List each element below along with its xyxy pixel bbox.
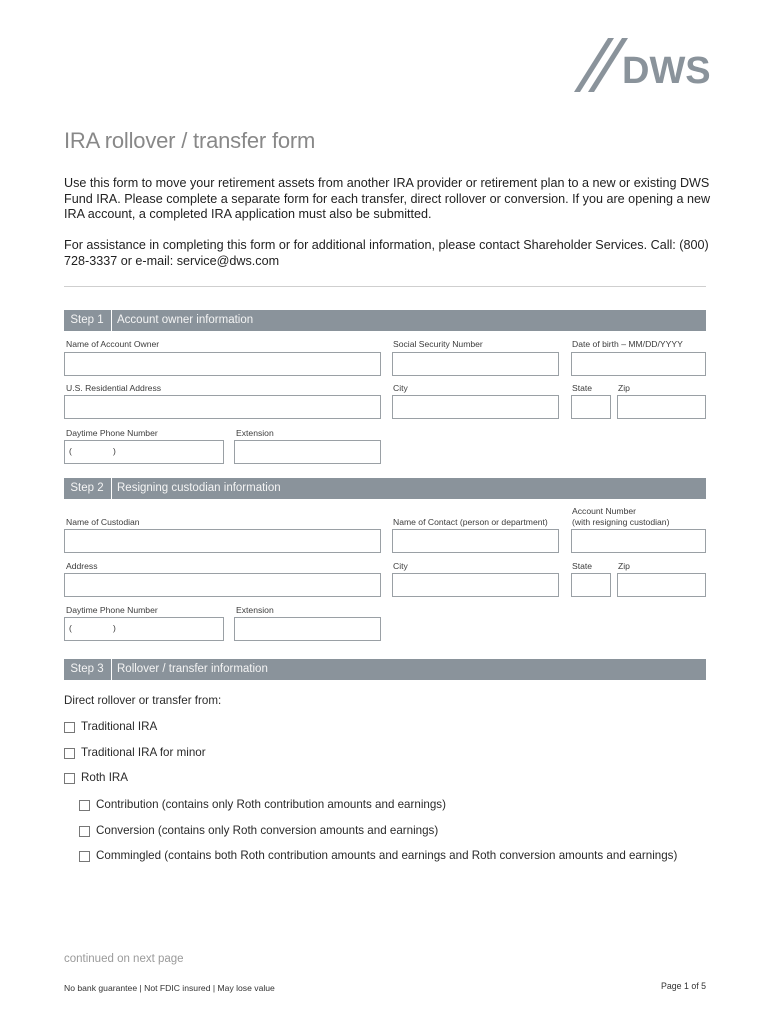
step2-label: Resigning custodian information (117, 482, 281, 494)
page-title: IRA rollover / transfer form (64, 128, 316, 153)
custodian-label: Name of Custodian (66, 517, 140, 527)
option-label: Roth IRA (81, 771, 129, 784)
checkbox[interactable] (79, 826, 90, 837)
contact-label: Name of Contact (person or department) (393, 517, 548, 527)
option-traditional-ira-minor[interactable] (64, 746, 206, 760)
address-label: U.S. Residential Address (66, 383, 162, 393)
step3-header (64, 659, 706, 680)
step1-number: Step 1 (70, 314, 104, 326)
extension-input[interactable] (234, 440, 381, 464)
owner-name-input[interactable] (64, 352, 381, 376)
custodian-address-input[interactable] (64, 573, 381, 597)
step3-label: Rollover / transfer information (117, 663, 268, 675)
dws-logo (572, 36, 732, 94)
rollover-prompt: Direct rollover or transfer from: (64, 694, 222, 707)
option-roth-conversion[interactable] (79, 824, 438, 838)
phone-paren-open: ( (69, 446, 72, 456)
checkbox[interactable] (79, 800, 90, 811)
phone-paren-close: ) (113, 446, 116, 456)
option-label: Commingled (contains both Roth contribution amounts and earnings and Roth conversion amounts and earnings) (96, 849, 678, 862)
step2-separator (111, 478, 112, 499)
zip-input[interactable] (617, 395, 706, 419)
address-input[interactable] (64, 395, 381, 419)
owner-name-label: Name of Account Owner (66, 339, 160, 349)
custodian-zip-label: Zip (618, 561, 630, 571)
city-input[interactable] (392, 395, 559, 419)
custodian-phone-label: Daytime Phone Number (66, 605, 158, 615)
account-number-input[interactable] (571, 529, 706, 553)
account-number-label: Account Number (572, 506, 637, 516)
ssn-input[interactable] (392, 352, 559, 376)
checkbox[interactable] (79, 851, 90, 862)
contact-input[interactable] (392, 529, 559, 553)
continued-note: continued on next page (64, 953, 184, 965)
step1-separator (111, 310, 112, 331)
custodian-address-label: Address (66, 561, 98, 571)
phone-label: Daytime Phone Number (66, 428, 158, 438)
step3-number: Step 3 (70, 663, 104, 675)
custodian-extension-input[interactable] (234, 617, 381, 641)
custodian-phone-paren-open: ( (69, 623, 72, 633)
dws-logo-text: DWS (622, 50, 711, 92)
state-input[interactable] (571, 395, 611, 419)
custodian-phone-paren-close: ) (113, 623, 116, 633)
option-label: Traditional IRA (81, 720, 158, 733)
checkbox[interactable] (64, 748, 75, 759)
custodian-state-label: State (572, 561, 593, 571)
state-label: State (572, 383, 593, 393)
step1-header (64, 310, 706, 331)
account-number-sublabel: (with resigning custodian) (572, 517, 670, 527)
option-roth-ira[interactable] (64, 771, 128, 785)
ssn-label: Social Security Number (393, 339, 483, 349)
step2-header (64, 478, 706, 499)
custodian-extension-label: Extension (236, 605, 274, 615)
intro-paragraph: Use this form to move your retirement assets from another IRA provider or retirement plan to a new or existing DWS Fund IRA. Please complete a separate form for each transfer, direct rollover or conversion. If you are opening a new IRA account, a completed IRA application must also be submitted. (64, 176, 711, 221)
custodian-city-input[interactable] (392, 573, 559, 597)
custodian-zip-input[interactable] (617, 573, 706, 597)
custodian-phone-input[interactable] (64, 617, 224, 641)
checkbox[interactable] (64, 773, 75, 784)
step1-label: Account owner information (117, 314, 254, 326)
phone-input[interactable] (64, 440, 224, 464)
city-label: City (393, 383, 408, 393)
option-label: Conversion (contains only Roth conversion amounts and earnings) (96, 824, 439, 837)
custodian-state-input[interactable] (571, 573, 611, 597)
custodian-input[interactable] (64, 529, 381, 553)
extension-label: Extension (236, 428, 274, 438)
step2-number: Step 2 (70, 482, 104, 494)
dob-input[interactable] (571, 352, 706, 376)
option-label: Contribution (contains only Roth contribution amounts and earnings) (96, 798, 446, 811)
divider (64, 286, 706, 287)
option-traditional-ira[interactable] (64, 720, 157, 734)
option-roth-commingled[interactable] (79, 849, 677, 863)
footer-disclaimer: No bank guarantee | Not FDIC insured | May lose value (64, 983, 275, 993)
assistance-paragraph: For assistance in completing this form or for additional information, please contact Shareholder Services. Call: (800) 728-3337 or e-mail: service@dws.com (64, 238, 709, 268)
zip-label: Zip (618, 383, 630, 393)
dob-label: Date of birth – MM/DD/YYYY (572, 339, 683, 349)
option-label: Traditional IRA for minor (81, 746, 206, 759)
option-roth-contribution[interactable] (79, 798, 446, 812)
step3-separator (111, 659, 112, 680)
custodian-city-label: City (393, 561, 408, 571)
page-number: Page 1 of 5 (661, 981, 706, 991)
checkbox[interactable] (64, 722, 75, 733)
